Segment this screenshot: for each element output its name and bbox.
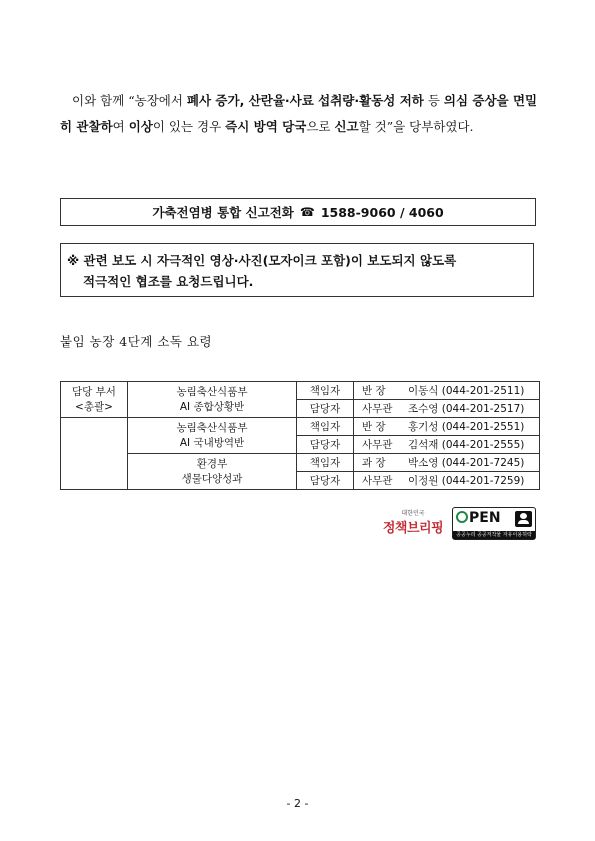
contact-phone: (044-201-2555) xyxy=(441,439,525,451)
contact-title: 사무관 xyxy=(362,439,393,451)
dept-line-2: AI 종합상황반 xyxy=(179,400,245,413)
dept-line-1: 농림축산식품부 xyxy=(176,421,248,434)
dept-line-2: 생물다양성과 xyxy=(181,472,243,485)
phone-icon: ☎ xyxy=(299,205,315,219)
body-paragraph xyxy=(60,88,538,140)
role-cell: 담당자 xyxy=(297,472,354,490)
role-cell: 책임자 xyxy=(297,454,354,472)
paragraph-text: 등 xyxy=(423,93,444,108)
paragraph-text: 이와 함께 “농장에서 xyxy=(72,93,187,108)
page-number: - 2 - xyxy=(286,797,309,810)
blank-cell xyxy=(61,418,128,490)
role-cell: 담당자 xyxy=(297,436,354,454)
contact-phone: (044-201-7259) xyxy=(441,475,525,487)
open-license-badge xyxy=(452,507,536,540)
dept-line-2: AI 국내방역반 xyxy=(179,436,245,449)
contact-phone: (044-201-2511) xyxy=(441,385,525,397)
contact-cell xyxy=(354,418,540,436)
contact-title: 반 장 xyxy=(362,385,386,397)
contact-title: 과 장 xyxy=(362,457,386,469)
contact-name: 김석재 xyxy=(408,439,439,451)
dept-line-1: 환경부 xyxy=(196,457,228,470)
role-cell: 책임자 xyxy=(297,418,354,436)
notice-line-2: 적극적인 협조를 요청드립니다. xyxy=(83,274,254,289)
contact-cell xyxy=(354,436,540,454)
contact-name: 조수영 xyxy=(408,403,439,415)
policy-briefing-logo xyxy=(378,506,448,542)
paragraph-text: 이 있는 경우 xyxy=(152,119,226,134)
paragraph-emphasis: 의심 증상을 면밀히 관찰하 xyxy=(60,93,538,134)
notice-line-1: ※ 관련 보도 시 자극적인 영상·사진(모자이크 포함)이 보도되지 않도록 xyxy=(67,253,457,268)
contact-phone: (044-201-2551) xyxy=(441,421,525,433)
paragraph-emphasis: 신고 xyxy=(334,119,359,134)
dept-cell xyxy=(128,382,297,418)
paragraph-text: 할 것”을 당부하였다. xyxy=(358,119,474,134)
paragraph-text: 으로 xyxy=(306,119,335,134)
notice-box xyxy=(60,243,534,297)
paragraph-text: 여 xyxy=(112,119,129,134)
header-dept: 담당 부서 xyxy=(72,385,116,398)
role-cell: 담당자 xyxy=(297,400,354,418)
paragraph-emphasis: 폐사 증가, 산란율·사료 섭취량·활동성 저하 xyxy=(186,93,424,108)
contacts-table xyxy=(60,381,540,490)
open-word-text: PEN xyxy=(469,510,501,526)
open-license-strip: 공공누리 공공저작물 자유이용허락 xyxy=(453,531,535,539)
open-o-icon xyxy=(456,511,468,523)
attachment-note: 붙임 농장 4단계 소독 요령 xyxy=(60,334,213,349)
contact-cell xyxy=(354,382,540,400)
open-badge-top xyxy=(456,510,532,530)
hotline-box xyxy=(60,198,536,226)
dept-cell xyxy=(128,454,297,490)
contact-cell xyxy=(354,454,540,472)
hotline-label: 가축전염병 통합 신고전화 xyxy=(152,205,294,220)
header-dept-cell xyxy=(61,382,128,418)
hotline-numbers: 1588-9060 / 4060 xyxy=(320,204,444,220)
open-wordmark xyxy=(456,510,501,526)
logos xyxy=(378,506,538,542)
briefing-logo-small-text: 대한민국 xyxy=(401,510,425,517)
contact-name: 박소영 xyxy=(408,457,439,469)
dept-cell xyxy=(128,418,297,454)
contact-title: 사무관 xyxy=(362,475,393,487)
briefing-logo-text: 정책브리핑 xyxy=(382,521,444,536)
dept-line-1: 농림축산식품부 xyxy=(176,385,248,398)
contact-cell xyxy=(354,472,540,490)
person-icon xyxy=(515,511,532,527)
contact-cell xyxy=(354,400,540,418)
header-sub: <총괄> xyxy=(75,400,113,413)
contact-name: 홍기성 xyxy=(408,421,439,433)
table-row xyxy=(61,454,540,472)
table-row xyxy=(61,418,540,436)
contact-title: 반 장 xyxy=(362,421,386,433)
paragraph-emphasis: 이상 xyxy=(128,119,153,134)
contact-name: 이동식 xyxy=(408,385,439,397)
table-row xyxy=(61,382,540,400)
contact-name: 이정원 xyxy=(408,475,439,487)
role-cell: 책임자 xyxy=(297,382,354,400)
paragraph-emphasis: 즉시 방역 당국 xyxy=(225,119,307,134)
contact-title: 사무관 xyxy=(362,403,393,415)
contact-phone: (044-201-7245) xyxy=(441,457,525,469)
contact-phone: (044-201-2517) xyxy=(441,403,525,415)
